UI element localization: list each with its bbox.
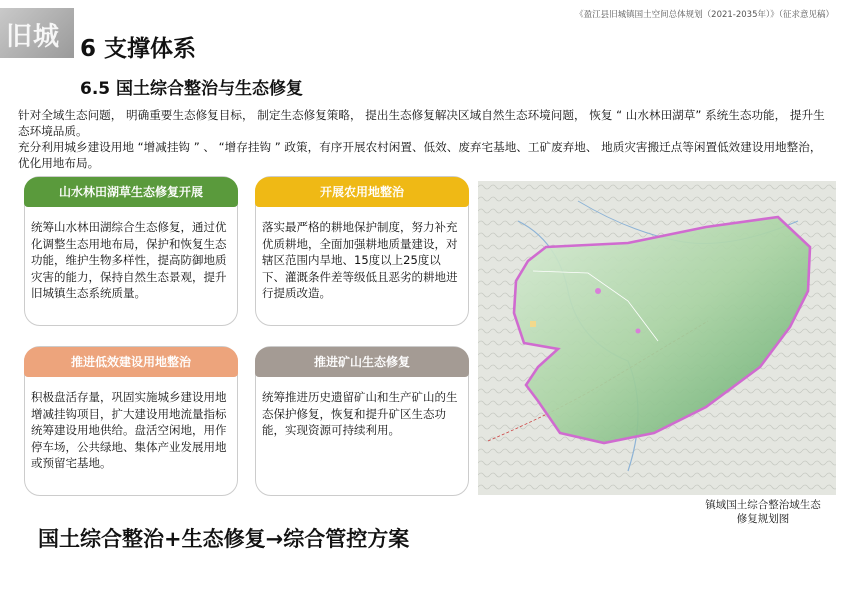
map-graphic	[478, 181, 836, 495]
card-body: 统筹山水林田湖综合生态修复，通过优化调整生态用地布局，保护和恢复生态功能，维护生物多样性，提高防御地质灾害的能力，保持自然生态景观，提升旧城镇生态系统质量。	[31, 220, 227, 300]
construction-land-patch	[595, 288, 601, 294]
card-body: 积极盘活存量，巩固实施城乡建设用地增减挂钩项目，扩大建设用地流量指标统筹建设用地供给。盘活空闲地，用作停车场，公共绿地、集体产业发展用地或预留宅基地。	[31, 390, 227, 470]
map-caption	[690, 498, 836, 526]
card-title: 推进矿山生态修复	[255, 347, 469, 377]
map-caption-line-2: 修复规划图	[736, 513, 790, 525]
card-ecological-restoration	[24, 176, 238, 326]
logo-text: 旧城	[6, 22, 61, 52]
intro-paragraph-1: 针对全域生态问题， 明确重要生态修复目标， 制定生态修复策略， 提出生态修复解决区域自然生态环境问题， 恢复 “ 山水林田湖草” 系统生态功能， 提升生态环境品质。	[18, 108, 825, 138]
footer-title: 国土综合整治+生态修复→综合管控方案	[38, 527, 410, 551]
card-low-efficiency-land	[24, 346, 238, 496]
document-note: 《盈江县旧城镇国土空间总体规划（2021-2035年）》（征求意见稿）	[575, 10, 834, 20]
restoration-plan-map	[478, 181, 836, 495]
farmland-patch	[530, 321, 536, 327]
section-title: 6.5 国土综合整治与生态修复	[80, 79, 304, 99]
card-body: 落实最严格的耕地保护制度，努力补充优质耕地，全面加强耕地质量建设，对辖区范围内旱地、15度以上25度以下、灌溉条件差等级低且恶劣的耕地进行提质改造。	[262, 220, 458, 300]
intro-paragraph-2: 充分利用城乡建设用地 “增减挂钩 ” 、 “增存挂钩 ” 政策，有序开展农村闲置、低效、废弃宅基地、工矿废弃地、 地质灾害搬迁点等闲置低效建设用地整治， 优化用地布局。	[18, 140, 822, 170]
card-farmland-consolidation	[255, 176, 469, 326]
card-title: 推进低效建设用地整治	[24, 347, 238, 377]
construction-land-patch	[636, 329, 641, 334]
card-body: 统筹推进历史遗留矿山和生产矿山的生态保护修复，恢复和提升矿区生态功能，实现资源可持续利用。	[262, 390, 458, 437]
card-title: 山水林田湖草生态修复开展	[24, 177, 238, 207]
card-title: 开展农用地整治	[255, 177, 469, 207]
map-caption-line-1: 镇域国土综合整治域生态	[705, 499, 821, 511]
chapter-title: 6 支撑体系	[80, 36, 197, 62]
card-mine-restoration	[255, 346, 469, 496]
logo	[0, 8, 74, 58]
